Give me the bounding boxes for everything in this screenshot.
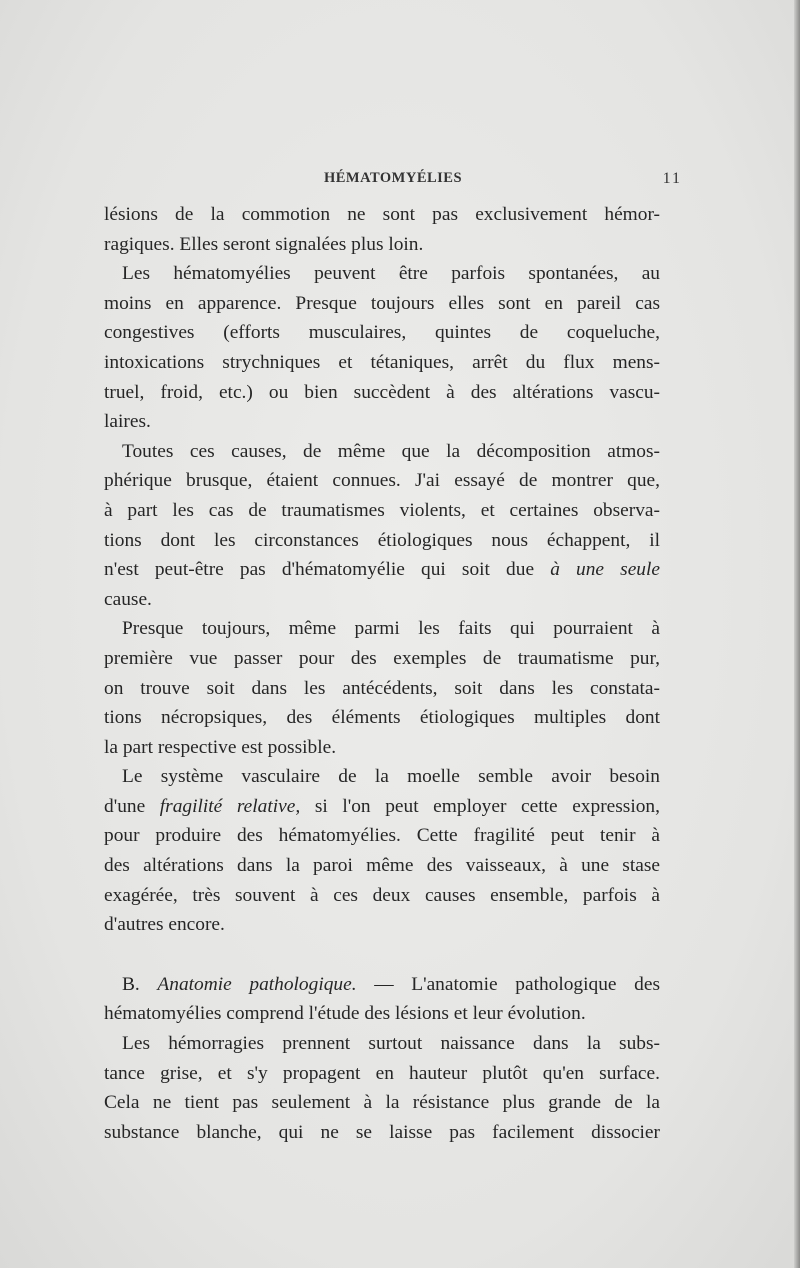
text-line: phérique brusque, étaient connues. J'ai essayé de montrer que, <box>104 470 660 492</box>
text-line: tions nécropsiques, des éléments étiologiques multiples dont <box>104 707 660 729</box>
text-line: Les hématomyélies peuvent être parfois spontanées, au <box>122 263 660 285</box>
text-segment: d'une <box>104 795 146 817</box>
text-line: moins en apparence. Presque toujours elles sont en pareil cas <box>104 292 660 314</box>
text-line: à part les cas de traumatismes violents, et certaines observa- <box>104 499 660 521</box>
text-line: substance blanche, qui ne se laisse pas facilement dissocier <box>104 1121 660 1143</box>
section-gap <box>104 940 660 970</box>
page-header <box>104 170 682 192</box>
page-edge-shadow <box>794 0 800 1268</box>
text-line: Les hémorragies prennent surtout naissance dans la subs- <box>122 1033 660 1055</box>
text-line: la part respective est possible. <box>104 736 337 758</box>
italic-text: fragilité relative, <box>159 795 301 817</box>
section-heading-line <box>104 970 660 1000</box>
text-segment: — L'anatomie pathologique des <box>374 973 660 995</box>
text-line: Presque toujours, même parmi les faits qui pourraient à <box>122 618 660 640</box>
text-line: des altérations dans la paroi même des vaisseaux, à une stase <box>104 855 660 877</box>
body-text <box>104 200 660 1147</box>
text-line: Toutes ces causes, de même que la décomposition atmos- <box>122 440 660 462</box>
text-line: hématomyélies comprend l'étude des lésions et leur évolution. <box>104 1003 586 1025</box>
text-segment: si l'on peut employer cette expression, <box>314 795 660 817</box>
text-line: lésions de la commotion ne sont pas exclusivement hémor- <box>104 204 660 225</box>
text-line: laires. <box>104 411 151 433</box>
text-line: truel, froid, etc.) ou bien succèdent à des altérations vascu- <box>104 381 660 403</box>
page-number: 11 <box>662 170 682 187</box>
text-segment: n'est peut-être pas d'hématomyélie qui soit due <box>104 559 535 581</box>
text-line <box>104 792 660 822</box>
running-head: HÉMATOMYÉLIES <box>323 170 463 186</box>
text-line: première vue passer pour des exemples de traumatisme pur, <box>104 647 660 669</box>
section-letter: B. <box>122 973 140 995</box>
text-line: exagérée, très souvent à ces deux causes ensemble, parfois à <box>104 884 660 906</box>
text-line: tions dont les circonstances étiologiques nous échappent, il <box>104 529 660 551</box>
text-line: congestives (efforts musculaires, quintes de coqueluche, <box>104 322 660 344</box>
text-line: cause. <box>104 588 152 610</box>
text-line <box>104 555 660 585</box>
text-line: pour produire des hématomyélies. Cette fragilité peut tenir à <box>104 825 660 847</box>
text-line: on trouve soit dans les antécédents, soit dans les constata- <box>104 677 660 699</box>
text-line: d'autres encore. <box>104 914 225 936</box>
section-title: Anatomie pathologique. <box>157 973 357 995</box>
italic-text: à une seule <box>550 559 660 581</box>
text-line: Cela ne tient pas seulement à la résistance plus grande de la <box>104 1092 660 1114</box>
text-line: intoxications strychniques et tétaniques, arrêt du flux mens- <box>104 351 660 373</box>
text-line: ragiques. Elles seront signalées plus loin. <box>104 233 424 255</box>
text-line: tance grise, et s'y propagent en hauteur plutôt qu'en surface. <box>104 1062 660 1084</box>
text-line: Le système vasculaire de la moelle semble avoir besoin <box>122 766 660 788</box>
